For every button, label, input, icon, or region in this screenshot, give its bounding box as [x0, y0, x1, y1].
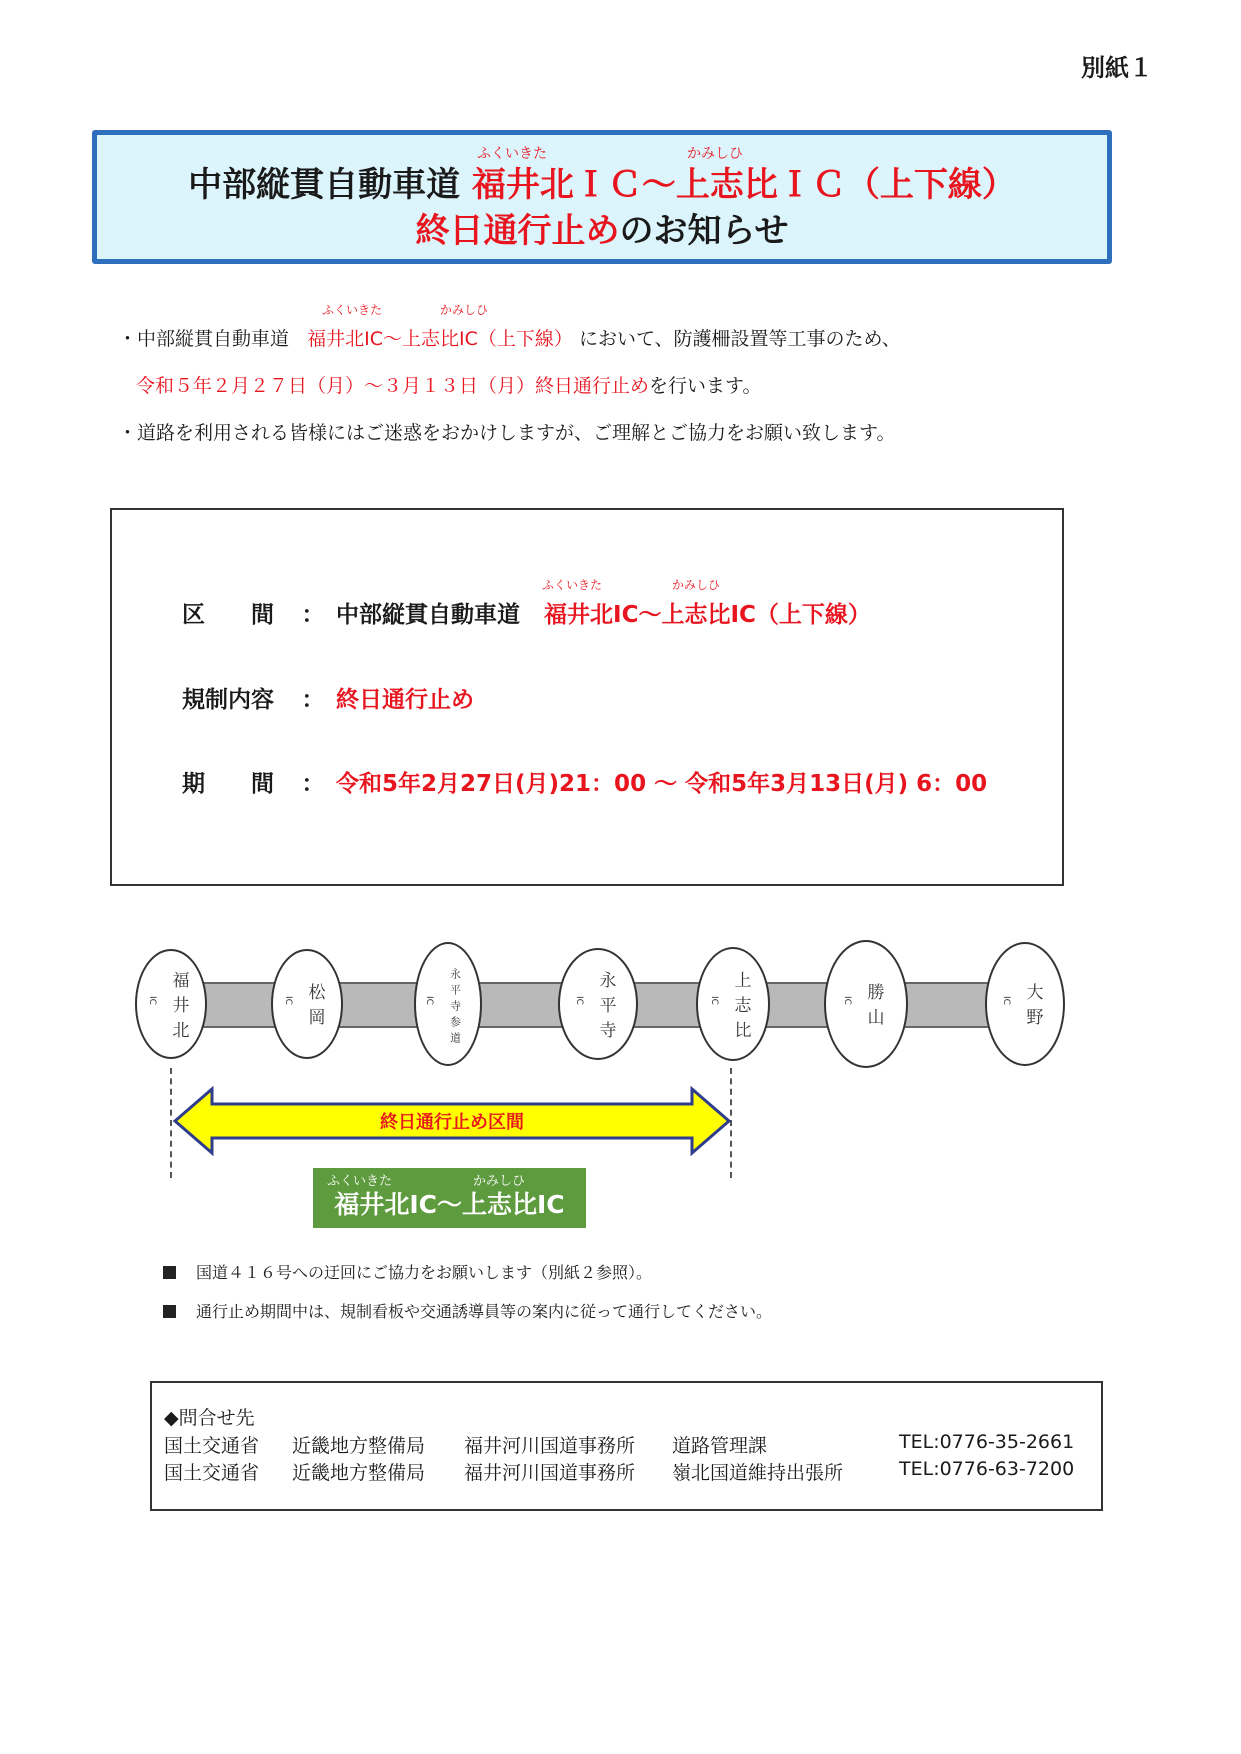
intro-reason: において、防護柵設置等工事のため、 [578, 328, 901, 350]
intro-line-3: ・道路を利用される皆様にはご迷惑をおかけしますが、ご理解とご協力をお願い致します。 [118, 422, 896, 444]
title-banner [92, 130, 1112, 264]
period-value: 令和5年2月27日(月)21：00 ～ 令和5年3月13日(月) 6：00 [336, 771, 988, 797]
note-guidance-text: 通行止め期間中は、規制看板や交通誘導員等の案内に従って通行してください。 [196, 1302, 773, 1321]
interchange-ic-label: IC [574, 996, 584, 1005]
title-section: 福井北ＩＣ～上志比ＩＣ（上下線） [471, 165, 1016, 205]
green-ruby-fukuikita: ふくいきた [327, 1174, 393, 1189]
note-detour [163, 1260, 652, 1283]
content-label: 規制内容 [182, 687, 274, 713]
contact-office: 福井河川国道事務所 [464, 1435, 636, 1457]
title-closure: 終日通行止め [415, 211, 620, 251]
contact-box [150, 1381, 1103, 1511]
contact-bureau: 近畿地方整備局 [292, 1435, 426, 1457]
info-row-content [182, 681, 474, 714]
contact-tel: TEL:0776-63-7200 [899, 1458, 1075, 1480]
intro-line-2 [136, 371, 762, 398]
contact-office: 福井河川国道事務所 [464, 1462, 636, 1484]
title-road-name: 中部縦貫自動車道 [188, 165, 461, 205]
note-detour-text: 国道４１６号への迂回にご協力をお願いします（別紙２参照）。 [196, 1263, 653, 1282]
attachment-label: 別紙１ [1081, 54, 1153, 82]
interchange-name: 福井北 [168, 970, 189, 1046]
contact-tel: TEL:0776-35-2661 [899, 1431, 1075, 1453]
interchange-oval [135, 949, 207, 1059]
interchange-ic-label: IC [147, 996, 157, 1005]
interchange-ic-label: IC [1001, 996, 1011, 1005]
interchange-oval [271, 949, 343, 1059]
interchange-oval [414, 942, 482, 1066]
intro-action: を行います。 [649, 375, 762, 397]
closed-section-text: 福井北IC～上志比IC [334, 1190, 565, 1219]
note-guidance [163, 1299, 772, 1322]
info-ruby-kamishihi: かみしひ [672, 578, 721, 592]
contact-dept: 嶺北国道維持出張所 [672, 1462, 844, 1484]
title-ruby-kamishihi: かみしひ [687, 146, 743, 162]
contact-bureau: 近畿地方整備局 [292, 1462, 426, 1484]
info-box [110, 508, 1064, 886]
contact-dept: 道路管理課 [672, 1435, 768, 1457]
closure-arrow-label: 終日通行止め区間 [380, 1112, 524, 1133]
contact-ministry: 国土交通省 [164, 1435, 260, 1457]
closed-section-box [313, 1168, 586, 1228]
content-value: 終日通行止め [336, 687, 475, 713]
contact-row [164, 1458, 1084, 1482]
interchange-name: 勝山 [863, 983, 884, 1033]
info-ruby-fukuikita: ふくいきた [542, 578, 603, 592]
interchange-ic-label: IC [283, 996, 293, 1005]
period-label: 期 間 [182, 771, 274, 797]
section-label: 区 間 [182, 602, 274, 628]
interchange-ic-label: IC [842, 996, 852, 1005]
closure-arrow [172, 1086, 732, 1156]
green-ruby-kamishihi: かみしひ [473, 1174, 526, 1189]
interchange-oval [985, 942, 1065, 1066]
contact-ministry: 国土交通省 [164, 1462, 260, 1484]
title-notice: のお知らせ [619, 211, 789, 251]
intro-period: 令和５年２月２７日（月）～３月１３日（月）終日通行止め [136, 375, 650, 397]
interchange-ic-label: IC [424, 996, 434, 1005]
interchange-name: 松岡 [304, 983, 325, 1033]
period-colon: ： [301, 771, 325, 797]
intro-section: 福井北IC～上志比IC（上下線） [307, 328, 573, 350]
interchange-name: 上志比 [730, 970, 751, 1046]
interchange-name: 永平寺 [595, 970, 616, 1046]
interchange-oval [824, 940, 908, 1068]
title-line-1 [97, 157, 1107, 206]
interchange-oval [558, 948, 638, 1060]
interchange-oval [696, 947, 770, 1061]
square-bullet-icon [163, 1266, 176, 1279]
section-value: 福井北IC～上志比IC（上下線） [544, 602, 871, 628]
intro-ruby-fukuikita: ふくいきた [322, 303, 383, 317]
contact-heading: ◆問合せ先 [164, 1407, 255, 1429]
interchange-name: 大野 [1022, 983, 1043, 1033]
section-road: 中部縦貫自動車道 [336, 602, 521, 628]
section-colon: ： [301, 602, 325, 628]
title-ruby-fukuikita: ふくいきた [477, 146, 547, 162]
intro-ruby-kamishihi: かみしひ [440, 303, 489, 317]
interchange-name: 永平寺参道 [448, 968, 462, 1048]
title-line-2 [97, 203, 1107, 252]
intro-road: ・中部縦貫自動車道 [118, 328, 290, 350]
info-row-section [182, 596, 871, 629]
interchange-ic-label: IC [709, 996, 719, 1005]
square-bullet-icon [163, 1305, 176, 1318]
info-row-period [182, 765, 987, 798]
contact-row [164, 1431, 1084, 1455]
content-colon: ： [301, 687, 325, 713]
intro-line-1 [118, 324, 901, 351]
